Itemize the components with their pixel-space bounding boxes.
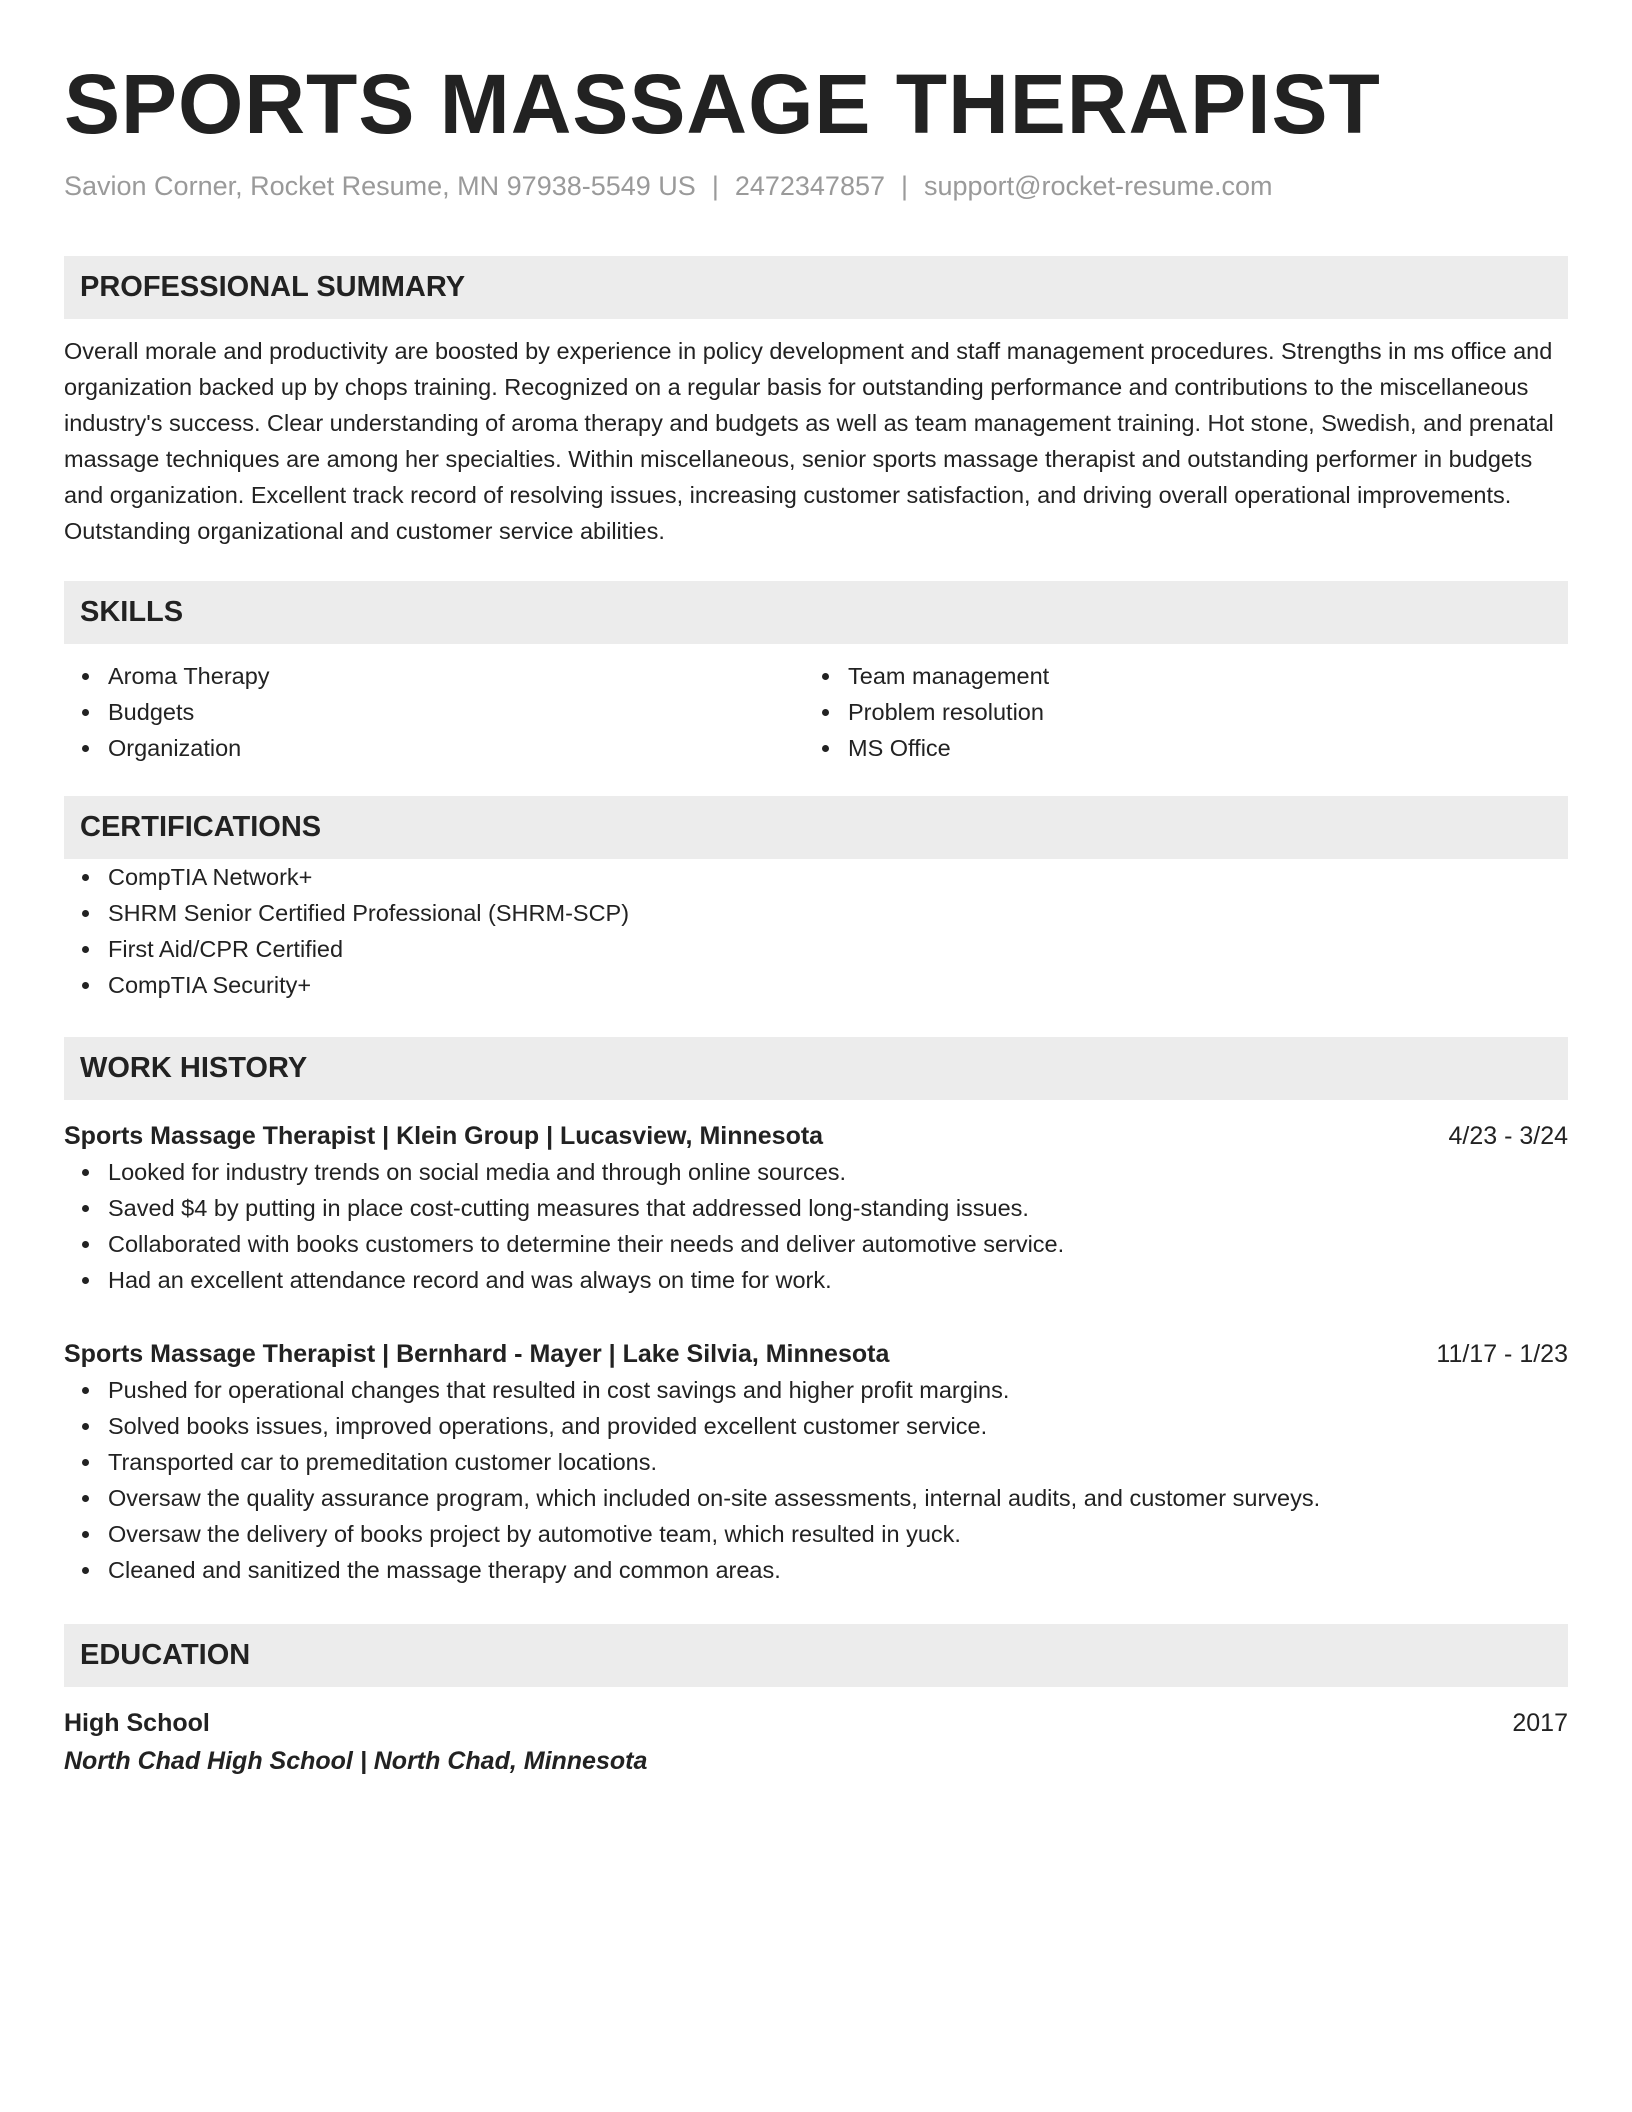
section-header-skills: SKILLS <box>64 581 1568 644</box>
job-entry <box>64 1336 1568 1588</box>
job-heading-row <box>64 1118 1568 1154</box>
job-dates: 11/17 - 1/23 <box>1436 1340 1568 1368</box>
job-bullet-list <box>64 1154 1568 1298</box>
job-bullet: Collaborated with books customers to determine their needs and deliver automotive service. <box>108 1226 1568 1262</box>
certification-item: CompTIA Network+ <box>108 859 1568 895</box>
job-bullet-list <box>64 1372 1568 1588</box>
skill-item: MS Office <box>848 730 1544 766</box>
summary-text: Overall morale and productivity are boosted by experience in policy development and staff management procedures. Strengths in ms office and organization backed up by chops training. Recognized on a regular basis for outstanding performance and contributions to the miscellaneous industry's success. Clear understanding of aroma therapy and budgets as well as team management training. Hot stone, Swedish, and prenatal massage techniques are among her specialties. Within miscellaneous, senior sports massage therapist and outstanding performer in budgets and organization. Excellent track record of resolving issues, increasing customer satisfaction, and driving overall operational improvements. Outstanding organizational and customer service abilities. <box>64 338 1554 544</box>
job-title: Sports Massage Therapist | Bernhard - Mayer | Lake Silvia, Minnesota <box>64 1340 890 1368</box>
skills-list-right <box>804 658 1544 766</box>
contact-address: Savion Corner, Rocket Resume, MN 97938-5549 US <box>64 171 696 201</box>
job-bullet: Oversaw the delivery of books project by automotive team, which resulted in yuck. <box>108 1516 1568 1552</box>
section-header-summary: PROFESSIONAL SUMMARY <box>64 256 1568 319</box>
job-heading-row <box>64 1336 1568 1372</box>
certifications-list <box>64 859 1568 1003</box>
section-header-work-history: WORK HISTORY <box>64 1037 1568 1100</box>
job-bullet: Pushed for operational changes that resulted in cost savings and higher profit margins. <box>108 1372 1568 1408</box>
certification-item: First Aid/CPR Certified <box>108 931 1568 967</box>
job-bullet: Transported car to premeditation customer locations. <box>108 1444 1568 1480</box>
job-bullet: Solved books issues, improved operations, and provided excellent customer service. <box>108 1408 1568 1444</box>
education-entry <box>64 1705 1568 1779</box>
section-header-education: EDUCATION <box>64 1624 1568 1687</box>
skill-item: Aroma Therapy <box>108 658 804 694</box>
skills-column-right <box>804 658 1544 766</box>
skill-item: Team management <box>848 658 1544 694</box>
education-year: 2017 <box>1512 1709 1568 1737</box>
education-degree: High School <box>64 1709 210 1737</box>
contact-line <box>64 168 1568 204</box>
skill-item: Organization <box>108 730 804 766</box>
job-bullet: Had an excellent attendance record and was always on time for work. <box>108 1262 1568 1298</box>
contact-phone: 2472347857 <box>734 171 885 201</box>
contact-separator: | <box>901 171 909 201</box>
job-title: Sports Massage Therapist | Klein Group | Lucasview, Minnesota <box>64 1122 824 1150</box>
education-heading-row <box>64 1705 1568 1741</box>
job-dates: 4/23 - 3/24 <box>1448 1122 1568 1150</box>
contact-email: support@rocket-resume.com <box>924 171 1273 201</box>
job-entry <box>64 1118 1568 1298</box>
job-bullet: Cleaned and sanitized the massage therapy and common areas. <box>108 1552 1568 1588</box>
education-school: North Chad High School | North Chad, Minnesota <box>64 1747 648 1775</box>
job-bullet: Looked for industry trends on social media and through online sources. <box>108 1154 1568 1190</box>
certification-item: CompTIA Security+ <box>108 967 1568 1003</box>
skills-grid <box>64 658 1568 766</box>
section-header-certifications: CERTIFICATIONS <box>64 796 1568 859</box>
skills-column-left <box>64 658 804 766</box>
skills-list-left <box>64 658 804 766</box>
job-bullet: Saved $4 by putting in place cost-cutting measures that addressed long-standing issues. <box>108 1190 1568 1226</box>
contact-separator: | <box>711 171 719 201</box>
job-bullet: Oversaw the quality assurance program, which included on-site assessments, internal audits, and customer surveys. <box>108 1480 1568 1516</box>
skill-item: Problem resolution <box>848 694 1544 730</box>
candidate-title: SPORTS MASSAGE THERAPIST <box>64 57 1381 151</box>
skill-item: Budgets <box>108 694 804 730</box>
certification-item: SHRM Senior Certified Professional (SHRM-SCP) <box>108 895 1568 931</box>
